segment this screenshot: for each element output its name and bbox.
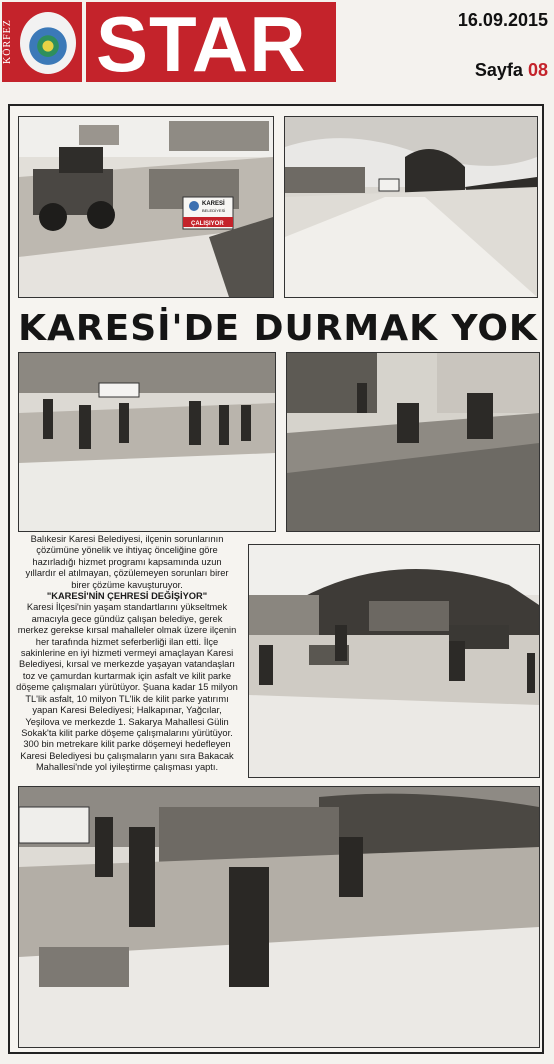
page-label: Sayfa (474, 60, 523, 80)
sign-logo-text: KARESİ (202, 201, 225, 207)
masthead (0, 0, 554, 92)
article-body (16, 534, 238, 774)
sign-sub-text: BELEDİYESİ (202, 208, 226, 213)
logo-emblem-icon (20, 12, 76, 74)
page-number-value: 08 (527, 60, 548, 80)
photo-paving-site (248, 544, 540, 778)
page-number (475, 60, 548, 81)
paper-name: STAR (96, 0, 307, 88)
photo-workers-street (18, 352, 276, 532)
photo-workers-large (18, 786, 540, 1048)
issue-date: 16.09.2015 (457, 10, 548, 30)
logo-side-text: KÖRFEZ (2, 19, 13, 65)
article-text: Karesi İlçesi'nin yaşam standartlarını yükseltmek amacıyla gece gündüz çalışan belediye, gerek merkez gerekse kırsal mahalleler olmak üzere ilçenin her tarafında hizmet seferberliği ilan etti. İlçe sakinlerine en iyi hizmeti vermeyi amaçlayan Karesi Belediyesi, kırsal ve merkezde yaşayan vatandaşları toz ve çamurdan kurtarmak için asfalt ve kilit parke döşeme çalışmaları yürütüyor. Şuana kadar 15 milyon TL'lik asfalt, 10 milyon TL'lik de kilit parke yatırımı yapan Karesi Belediyesi; Halkapınar, Yağcılar, Yeşilova ve merkezde 1. Sakarya Mahallesi Gülin Sokak'ta kilit parke döşeme çalışmalarını yürütüyor. 300 bin metrekare kilit parke döşemeyi hedefleyen Karesi Belediyesi bu çalışmaların yanı sıra Bakacak Mahallesi'nde yol iyileştirme çalışması yaptı. (16, 602, 238, 773)
sign-caption: ÇALIŞIYOR (191, 221, 224, 227)
headline: KARESİ'DE DURMAK YOK (18, 308, 538, 349)
photo-road (284, 116, 538, 298)
photo-workers-paving (286, 352, 540, 532)
photo-bulldozer (18, 116, 274, 298)
newspaper-logo (2, 2, 82, 82)
article-subhead: "KARESİ'NİN ÇEHRESİ DEĞİŞİYOR" (46, 591, 208, 602)
paper-name-box (86, 0, 336, 88)
article-intro: Balıkesir Karesi Belediyesi, ilçenin sorunlarının çözümüne yönelik ve ihtiyaç önceliğine göre hazırladığı hizmet programı kapsamında uzun yıllardır el atılmayan, çözülemeyen sorunları birer birer çözüme kavuşturuyor. (25, 534, 229, 590)
